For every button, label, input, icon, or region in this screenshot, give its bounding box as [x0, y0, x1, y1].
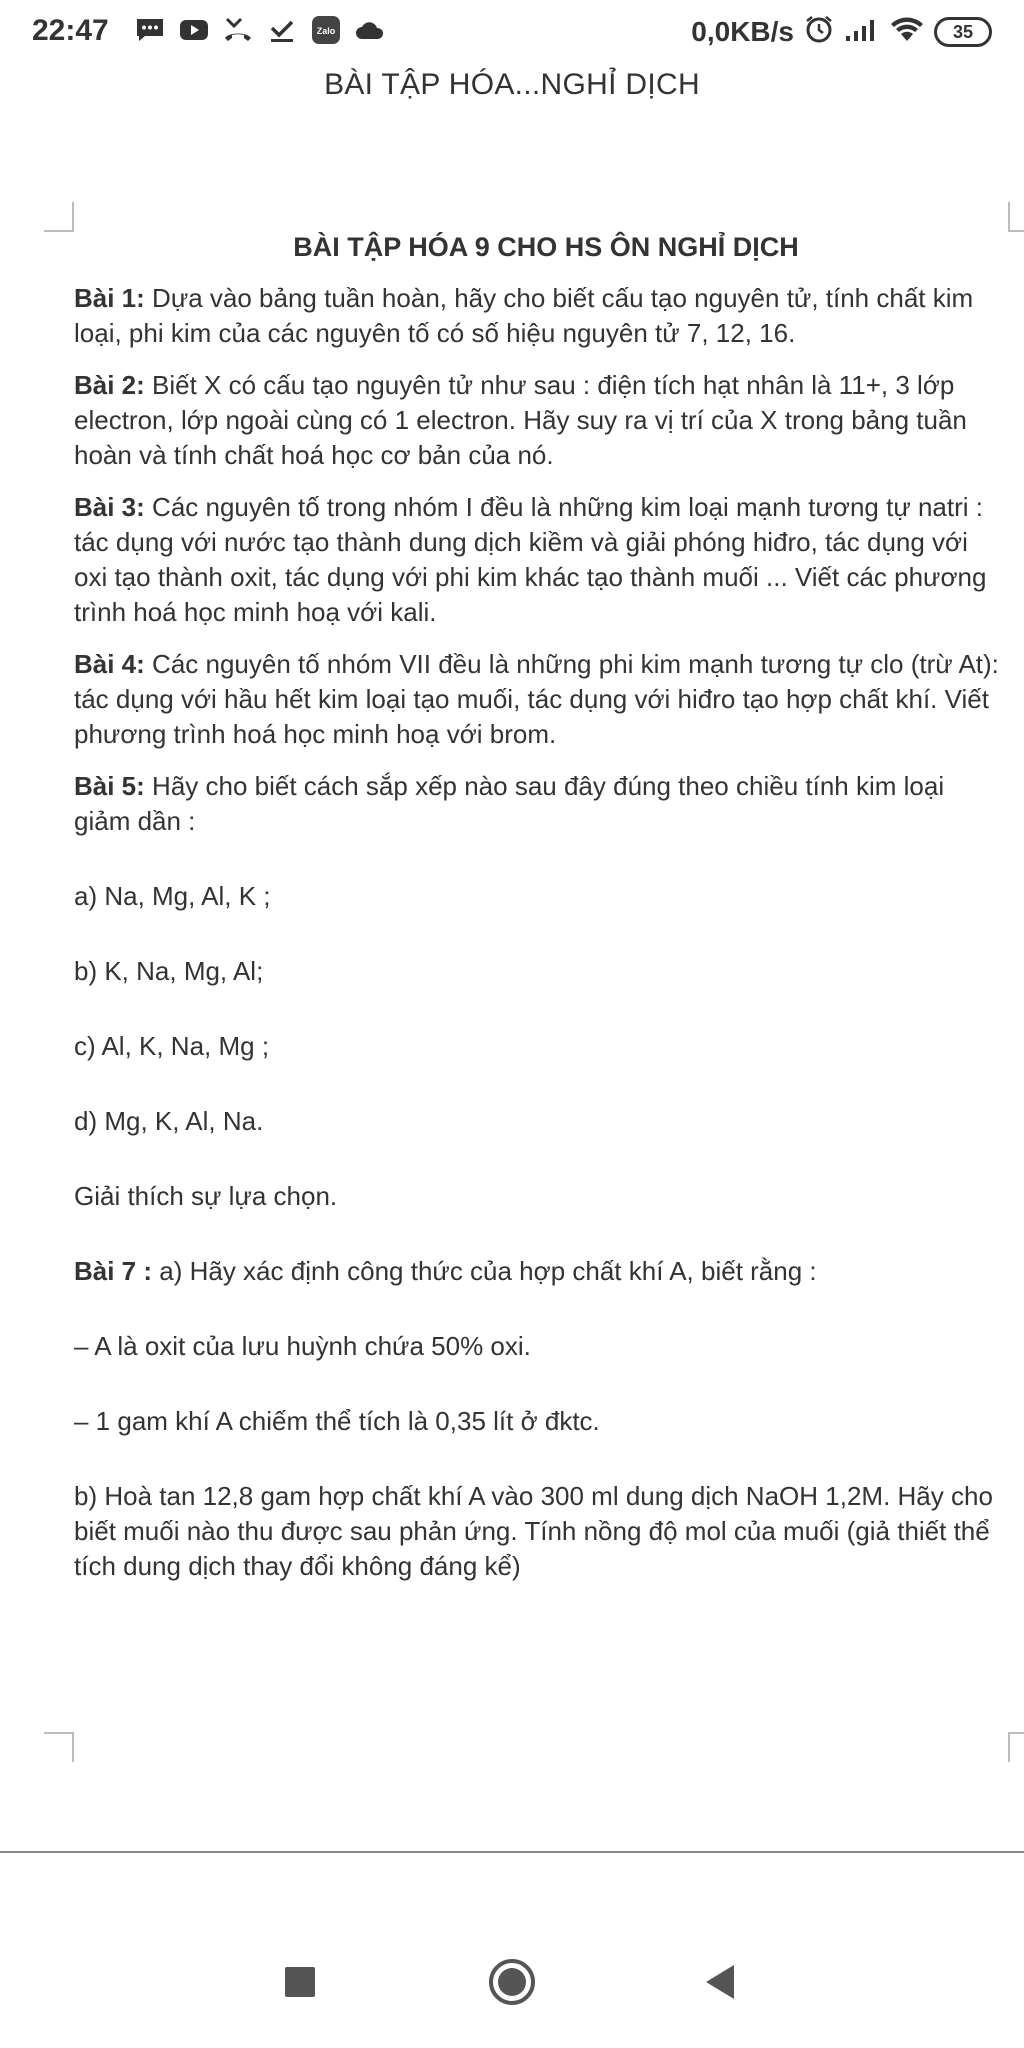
- network-speed: 0,0KB/s: [691, 15, 794, 47]
- exercise-text: Dựa vào bảng tuần hoàn, hãy cho biết cấu tạo nguyên tử, tính chất kim loại, phi kim của các nguyên tố có số hiệu nguyên tử 7, 12, 16.: [74, 283, 974, 348]
- option-d: d) Mg, K, Al, Na.: [74, 1106, 264, 1136]
- recents-icon: [283, 1965, 317, 1999]
- exercise-text: Biết X có cấu tạo nguyên tử như sau : điện tích hạt nhân là 11+, 3 lớp electron, lớp ngoài cùng có 1 electron. Hãy suy ra vị trí của X trong bảng tuần hoàn và tính chất hoá học cơ bản của nó.: [74, 370, 967, 470]
- exercise-text: Các nguyên tố nhóm VII đều là những phi kim mạnh tương tự clo (trừ At): tác dụng với hầu hết kim loại tạo muối, tác dụng với hiđro tạo hợp chất khí. Viết phương trình hoá học minh hoạ với brom.: [74, 649, 999, 749]
- exercise-4: [74, 647, 1004, 752]
- document-header-title: BÀI TẬP HÓA...NGHỈ DỊCH: [324, 68, 700, 101]
- home-icon: [487, 1957, 537, 2007]
- page-corner-mark: [1008, 1732, 1024, 1762]
- page-corner-mark: [44, 202, 74, 232]
- exercise-label: Bài 3:: [74, 492, 145, 522]
- alarm-icon: [804, 14, 834, 49]
- zalo-icon: [310, 16, 342, 44]
- document-content: [74, 230, 1004, 1584]
- exercise-7: [74, 1254, 1004, 1289]
- exercise-7-item: – 1 gam khí A chiếm thể tích là 0,35 lít ở đktc.: [74, 1406, 600, 1436]
- zalo-label: Zalo: [316, 26, 336, 36]
- exercise-text: Hãy cho biết cách sắp xếp nào sau đây đúng theo chiều tính kim loại giảm dần :: [74, 771, 945, 836]
- wifi-icon: [890, 15, 924, 48]
- cloud-icon: [354, 16, 386, 44]
- page-corner-mark: [1008, 202, 1024, 232]
- message-icon: [134, 16, 166, 44]
- exercise-7-part-b: b) Hoà tan 12,8 gam hợp chất khí A vào 300 ml dung dịch NaOH 1,2M. Hãy cho biết muối nào thu được sau phản ứng. Tính nồng độ mol của muối (giả thiết thể tích dung dịch thay đổi không đáng kể): [74, 1481, 993, 1581]
- exercise-label: Bài 1:: [74, 283, 145, 313]
- youtube-icon: [178, 16, 210, 44]
- download-done-icon: [266, 16, 298, 44]
- navigation-bar: [0, 1930, 1024, 2048]
- exercise-label: Bài 7 :: [74, 1256, 153, 1286]
- document-page[interactable]: [0, 180, 1024, 1780]
- back-icon: [702, 1963, 738, 2001]
- page-corner-mark: [44, 1732, 74, 1762]
- exercise-3: [74, 490, 1004, 630]
- exercise-text: a) Hãy xác định công thức của hợp chất khí A, biết rằng :: [152, 1256, 817, 1286]
- missed-call-icon: [222, 16, 254, 44]
- exercise-label: Bài 5:: [74, 771, 145, 801]
- exercise-2: [74, 368, 1004, 473]
- option-b: b) K, Na, Mg, Al;: [74, 956, 264, 986]
- document-title: BÀI TẬP HÓA 9 CHO HS ÔN NGHỈ DỊCH: [293, 232, 799, 262]
- nav-separator: [0, 1851, 1024, 1853]
- home-button[interactable]: [484, 1954, 540, 2010]
- exercise-1: [74, 281, 1004, 351]
- exercise-text: Các nguyên tố trong nhóm I đều là những kim loại mạnh tương tự natri : tác dụng với nước tạo thành dung dịch kiềm và giải phóng hiđro, tác dụng với oxi tạo thành oxit, tác dụng với phi kim khác tạo thành muối ... Viết các phương trình hoá học minh hoạ với kali.: [74, 492, 987, 627]
- status-right: [691, 14, 992, 49]
- exercise-7-item: – A là oxit của lưu huỳnh chứa 50% oxi.: [74, 1331, 531, 1361]
- explain-choice: Giải thích sự lựa chọn.: [74, 1181, 338, 1211]
- status-bar: [0, 0, 1024, 62]
- notification-icons: [134, 16, 386, 44]
- option-a: a) Na, Mg, Al, K ;: [74, 881, 271, 911]
- exercise-label: Bài 2:: [74, 370, 145, 400]
- battery-icon: 35: [934, 17, 992, 47]
- signal-icon: [844, 16, 880, 47]
- status-time: 22:47: [32, 14, 109, 47]
- back-button[interactable]: [692, 1954, 748, 2010]
- recents-button[interactable]: [272, 1954, 328, 2010]
- exercise-label: Bài 4:: [74, 649, 145, 679]
- exercise-5: [74, 769, 1004, 839]
- option-c: c) Al, K, Na, Mg ;: [74, 1031, 270, 1061]
